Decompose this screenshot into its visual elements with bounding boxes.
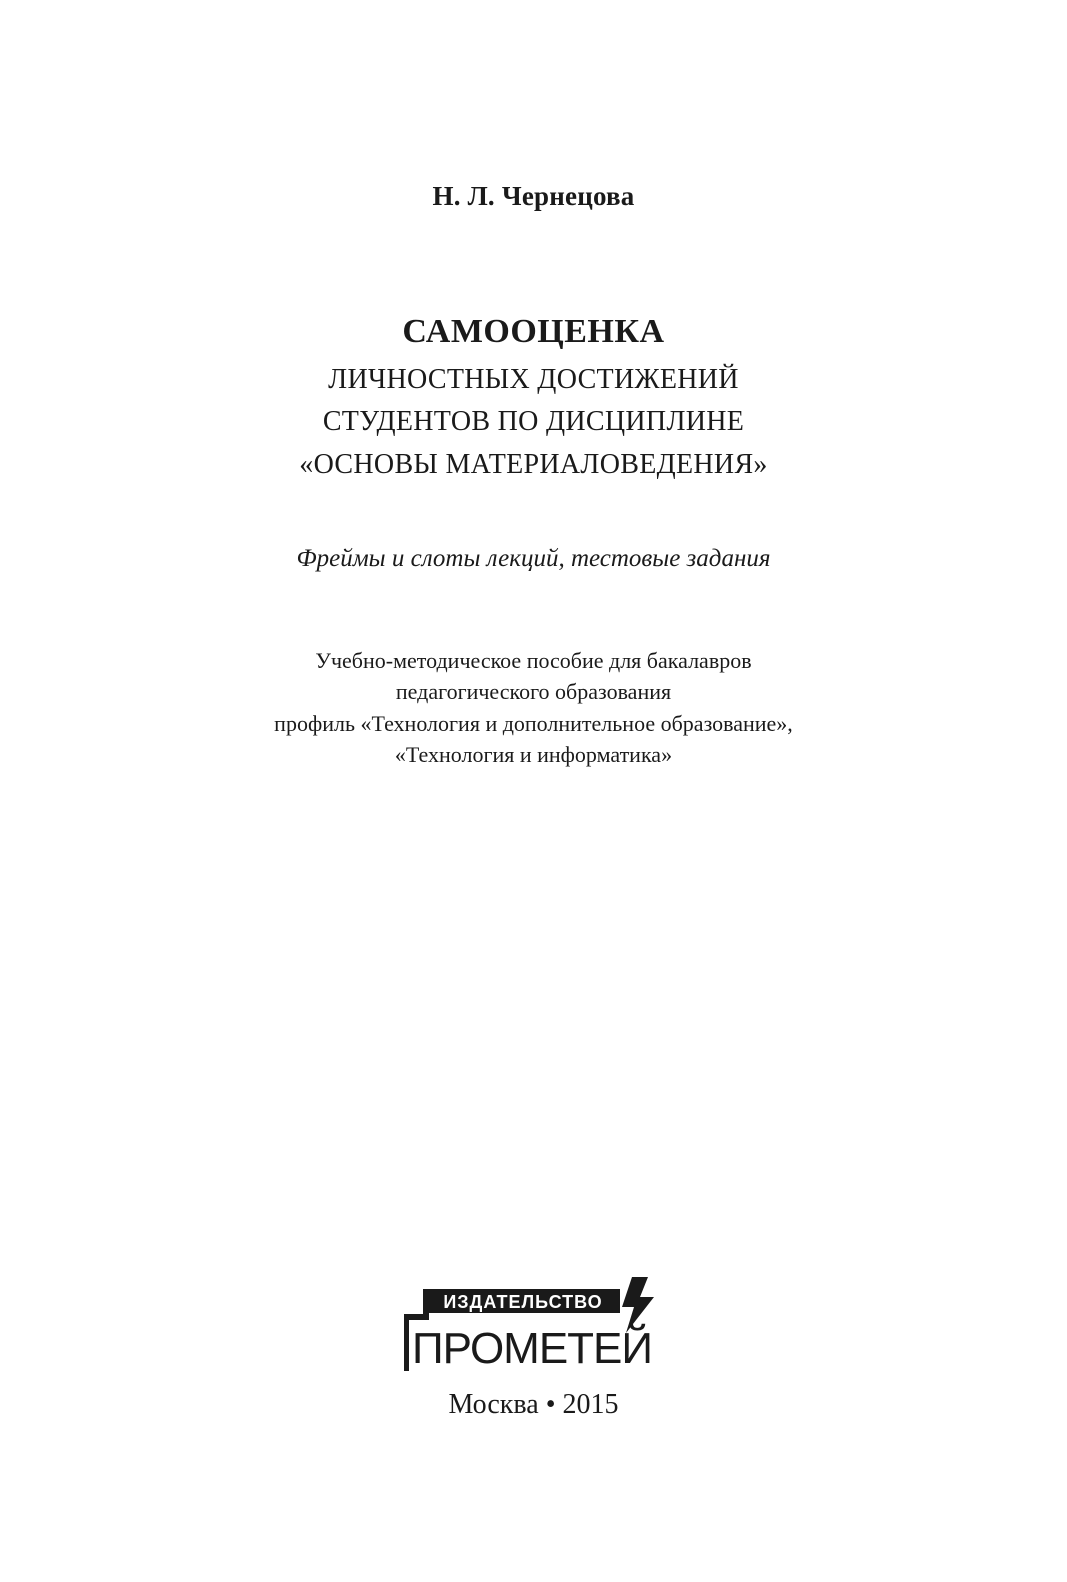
book-title-line: «ОСНОВЫ МАТЕРИАЛОВЕДЕНИЯ» (299, 449, 768, 480)
logo-name-text: ПРОМЕТЕЙ (411, 1324, 653, 1371)
description-line: профиль «Технология и дополнительное образование», (274, 711, 793, 736)
description-line: «Технология и информатика» (394, 742, 673, 767)
description-line: педагогического образования (395, 679, 672, 704)
logo-top-text: ИЗДАТЕЛЬСТВО (443, 1292, 603, 1312)
book-title-line: СТУДЕНТОВ ПО ДИСЦИПЛИНЕ (322, 406, 745, 437)
description-line: Учебно-методическое пособие для бакалавров (315, 648, 752, 673)
publisher-logo (404, 1275, 660, 1371)
book-title: САМООЦЕНКА (402, 313, 665, 350)
book-subtitle: Фреймы и слоты лекций, тестовые задания (296, 545, 771, 572)
imprint: Москва • 2015 (448, 1389, 619, 1420)
author-name: Н. Л. Чернецова (432, 181, 635, 211)
book-title-line: ЛИЧНОСТНЫХ ДОСТИЖЕНИЙ (328, 364, 739, 395)
